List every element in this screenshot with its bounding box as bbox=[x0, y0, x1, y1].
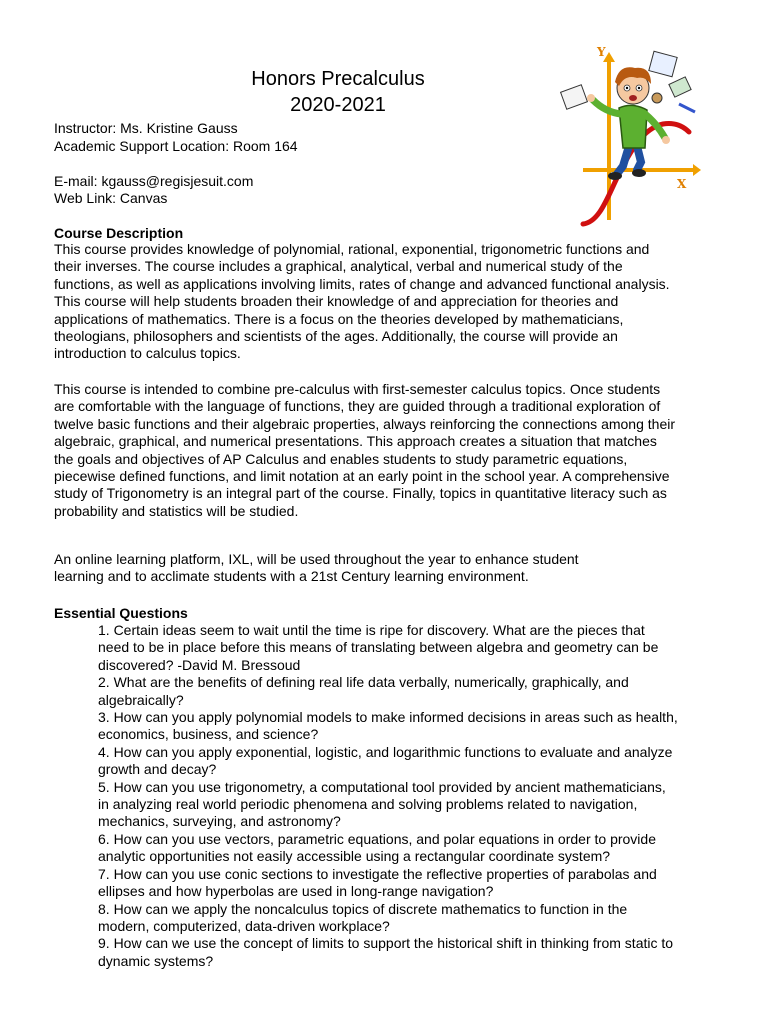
list-item: 6. How can you use vectors, parametric equations, and polar equations in order to provide analytic opportunities not easily accessible using a rectangular coordinate system? bbox=[98, 830, 656, 865]
boy-hand-right bbox=[662, 136, 670, 144]
list-item: 8. How can we apply the noncalculus topics of discrete mathematics to function in the modern, computerized, data-driven workplace? bbox=[98, 900, 628, 934]
math-boy-illustration bbox=[553, 42, 701, 227]
boy-leg-right bbox=[637, 146, 641, 170]
web-link-line: Web Link: Canvas bbox=[54, 190, 168, 206]
text-line: the goals and objectives of AP Calculus and enables students to study parametric equations, bbox=[54, 450, 628, 467]
boy-shoe-left bbox=[608, 172, 622, 180]
list-item: 3. How can you apply polynomial models to make informed decisions in areas such as health, economics, business, and science? bbox=[98, 709, 678, 743]
boy-mouth bbox=[629, 95, 637, 101]
x-axis-label: X bbox=[677, 177, 687, 191]
text-line: introduction to calculus topics. bbox=[54, 345, 241, 362]
text-line: twelve basic functions and their algebraic properties, always reinforcing the connections among their bbox=[54, 415, 676, 432]
school-year: 2020-2021 bbox=[290, 94, 386, 116]
text-line: This course is intended to combine pre-calculus with first-semester calculus topics. Once students bbox=[54, 381, 661, 397]
flying-book bbox=[649, 51, 677, 77]
text-line: theologians, philosophers and scientists of the ages. Additionally, the course will provide an bbox=[54, 328, 618, 345]
text-line: their inverses. The course includes a graphical, analytical, verbal and numerical study of the bbox=[54, 258, 623, 275]
text-line: algebraic, graphical, and numerical presentations. This approach creates a situation that matches bbox=[54, 433, 657, 450]
instructor-line: Instructor: Ms. Kristine Gauss bbox=[54, 120, 238, 136]
flying-pencil bbox=[679, 104, 695, 112]
text-line: learning and to acclimate students with a 21st Century learning environment. bbox=[54, 568, 529, 585]
course-description-paragraph-2 bbox=[54, 381, 730, 520]
text-line: An online learning platform, IXL, will be used throughout the year to enhance student bbox=[54, 551, 579, 567]
boy-shoe-right bbox=[632, 169, 646, 177]
y-axis-label: Y bbox=[597, 45, 606, 59]
essential-questions-list bbox=[98, 622, 728, 970]
text-line: piecewise defined functions, and limit notation at an early point in the school year. A comprehensive bbox=[54, 468, 670, 485]
flying-paper bbox=[561, 85, 588, 109]
flying-card bbox=[669, 77, 691, 97]
list-item: 2. What are the benefits of defining real life data verbally, numerically, graphically, and algebraically? bbox=[98, 674, 629, 708]
list-item: 5. How can you use trigonometry, a computational tool provided by ancient mathematicians, in analyzing real world periodic phenomena and solving problems related to navigation, mechanics, surveying, and astronomy? bbox=[98, 778, 666, 830]
page-title: Honors Precalculus bbox=[251, 68, 425, 90]
course-description-paragraph-3 bbox=[54, 551, 730, 586]
boy-hand-left bbox=[587, 94, 595, 102]
flying-object bbox=[652, 93, 662, 103]
text-line: applications of mathematics. There is a focus on the theories developed by mathematicians, bbox=[54, 310, 624, 327]
course-description-heading: Course Description bbox=[54, 225, 184, 241]
course-description-paragraph-1 bbox=[54, 241, 730, 363]
support-location-line: Academic Support Location: Room 164 bbox=[54, 138, 298, 154]
text-line: are comfortable with the language of functions, they are guided through a traditional exploration of bbox=[54, 398, 661, 415]
email-line: E-mail: kgauss@regisjesuit.com bbox=[54, 173, 254, 189]
text-line: This course will help students broaden their knowledge of and appreciation for theories and bbox=[54, 293, 619, 310]
text-line: functions, as well as applications involving limits, rates of change and advanced functional analysis. bbox=[54, 275, 670, 292]
list-item: 4. How can you apply exponential, logistic, and logarithmic functions to evaluate and analyze growth and decay? bbox=[98, 743, 673, 778]
list-item: 9. How can we use the concept of limits to support the historical shift in thinking from static to dynamic systems? bbox=[98, 935, 674, 969]
x-axis-arrow bbox=[693, 164, 701, 176]
text-line: probability and statistics will be studied. bbox=[54, 502, 299, 519]
list-item: 1. Certain ideas seem to wait until the time is ripe for discovery. What are the pieces that need to be in place before this means of translating between algebra and geometry can be discovered? -David M. Bressoud bbox=[98, 622, 659, 673]
text-line: This course provides knowledge of polynomial, rational, exponential, trigonometric functions and bbox=[54, 241, 650, 257]
essential-questions-heading: Essential Questions bbox=[54, 605, 188, 621]
text-line: study of Trigonometry is an integral part of the course. Finally, topics in quantitative literacy such as bbox=[54, 485, 667, 502]
list-item: 7. How can you use conic sections to investigate the reflective properties of parabolas and ellipses and how hyperbolas are used in long-range navigation? bbox=[98, 865, 657, 900]
